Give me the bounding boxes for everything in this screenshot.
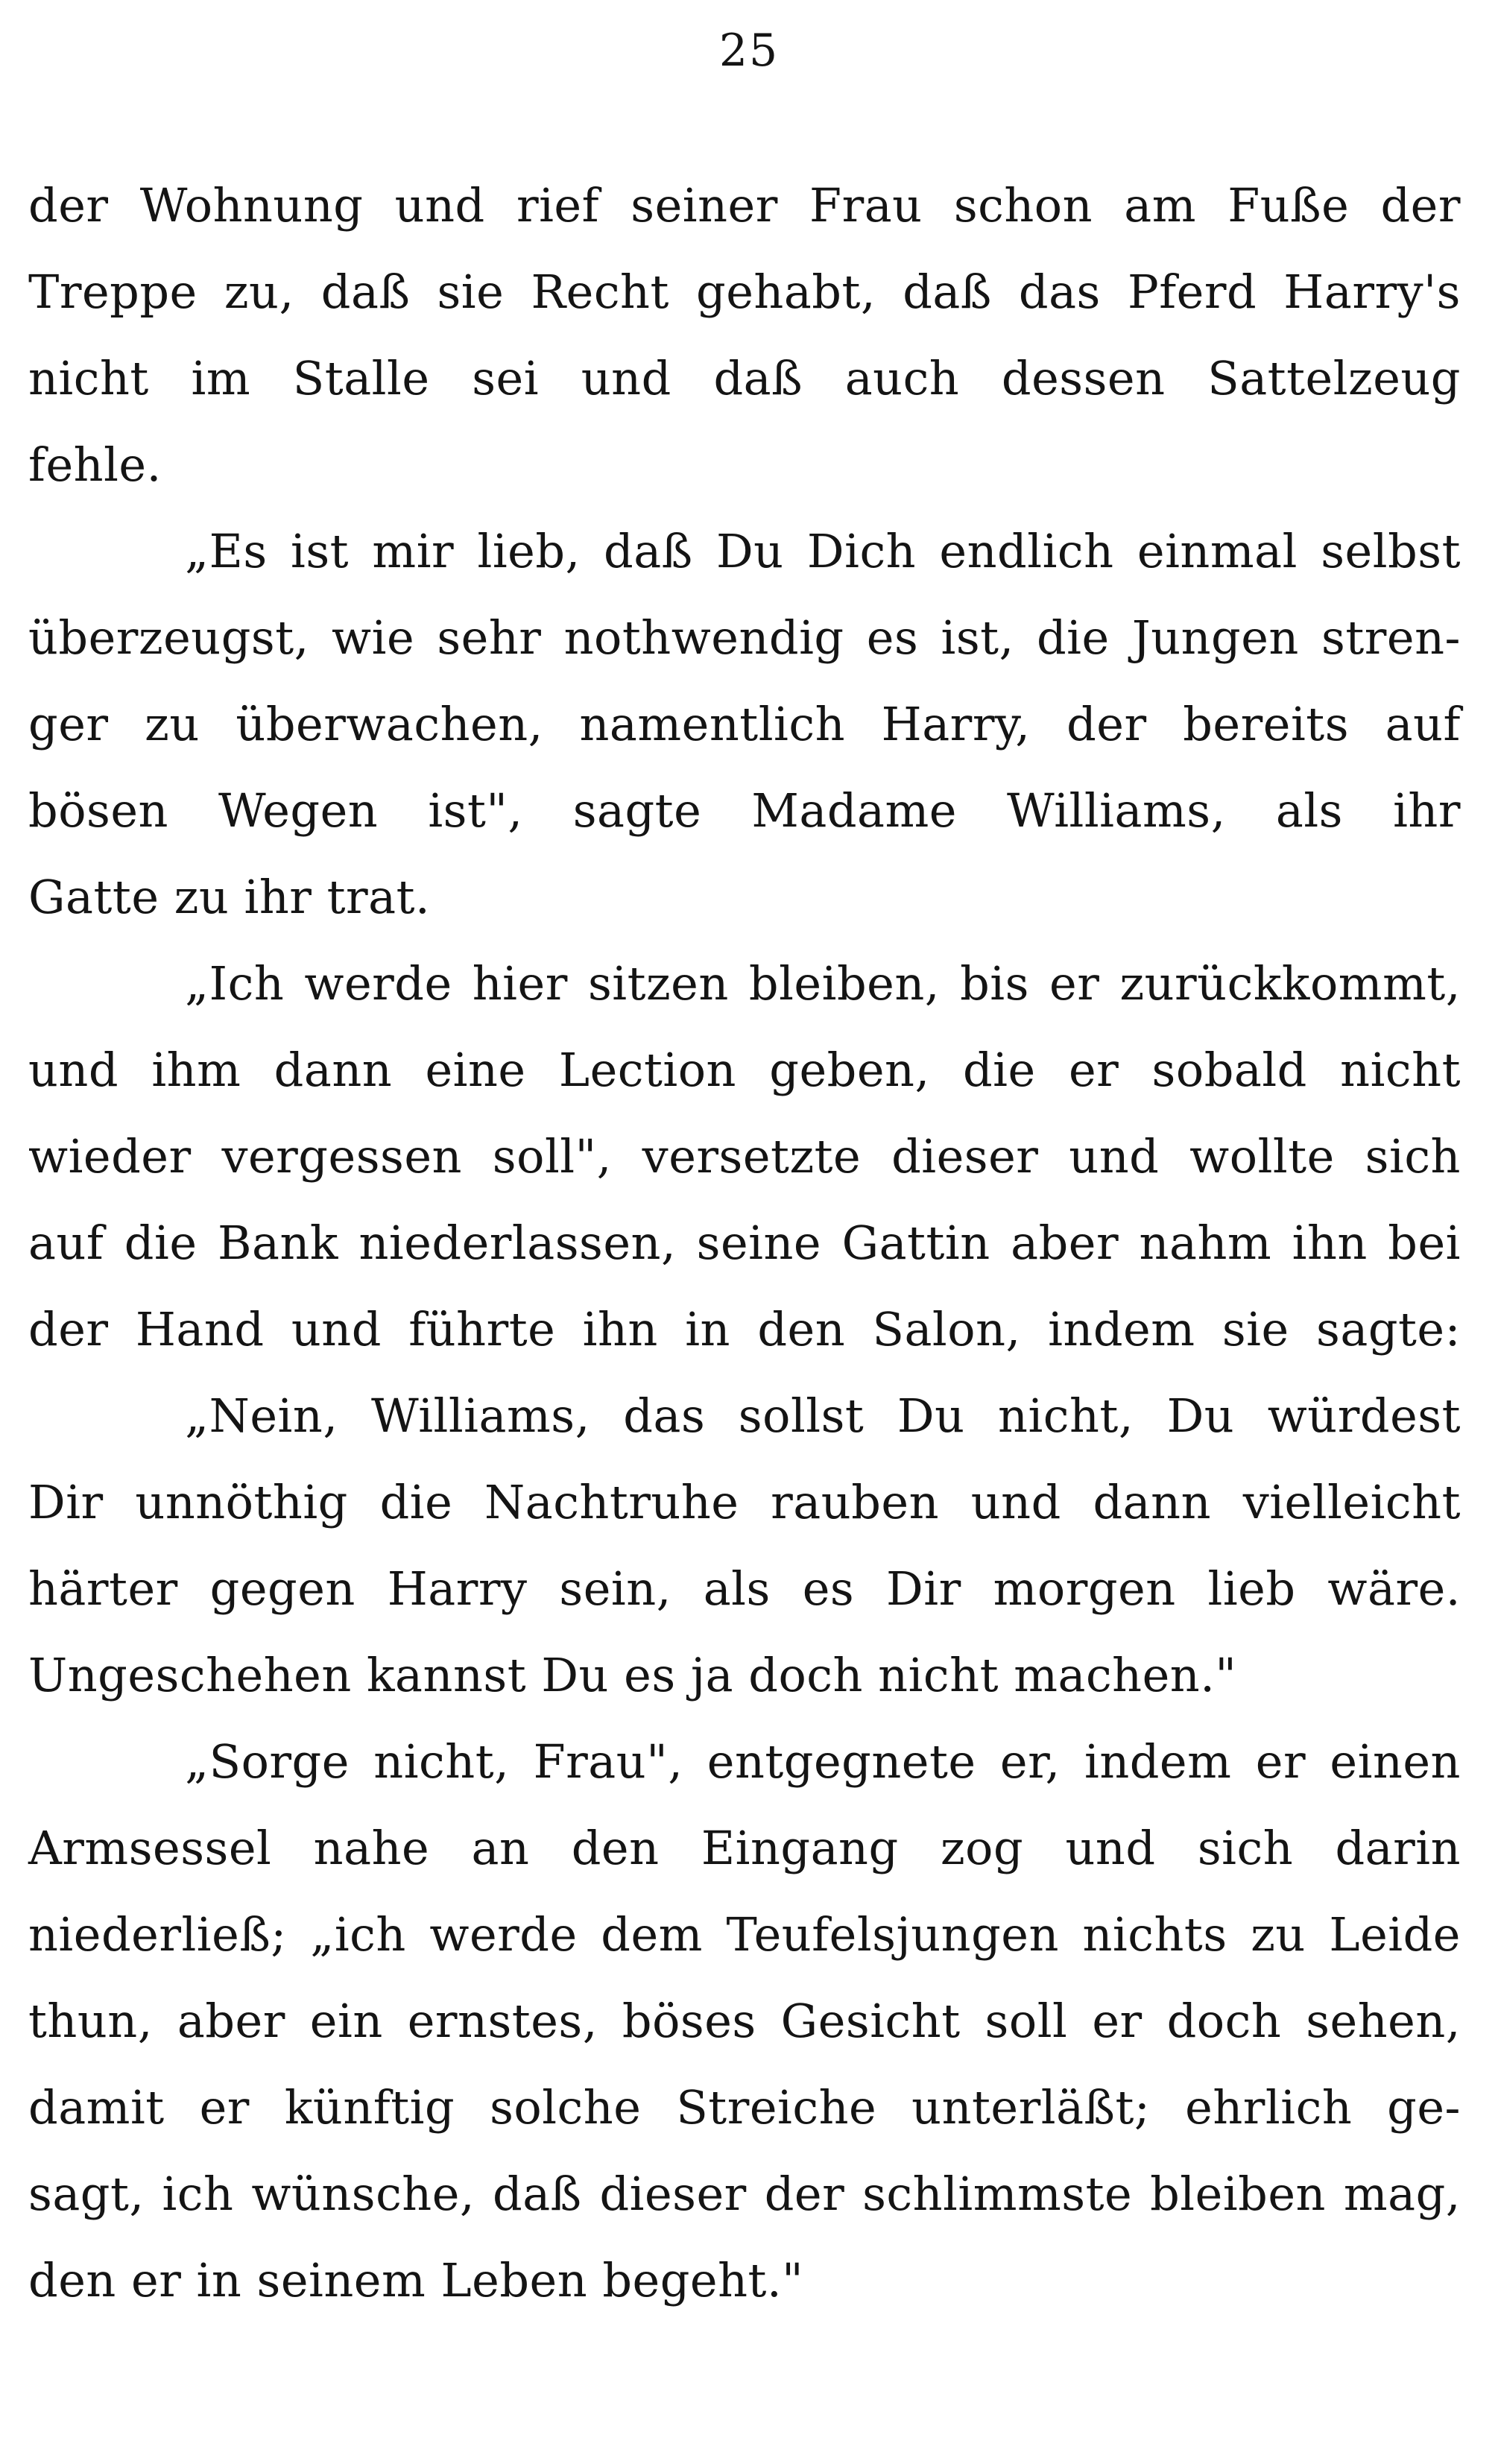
text-line: Treppe zu, daß sie Recht gehabt, daß das Pferd Harry's bbox=[28, 265, 1461, 319]
text-line: den er in seinem Leben begeht." bbox=[28, 2253, 804, 2307]
text-line: Ungeschehen kannst Du es ja doch nicht machen." bbox=[28, 1648, 1237, 1702]
text-line: sagt, ich wünsche, daß dieser der schlimmste bleiben mag, bbox=[28, 2167, 1461, 2221]
text-line: Gatte zu ihr trat. bbox=[28, 870, 431, 924]
text-line: Dir unnöthig die Nachtruhe rauben und dann vielleicht bbox=[28, 1475, 1461, 1529]
text-line: „Es ist mir lieb, daß Du Dich endlich einmal selbst bbox=[185, 524, 1461, 578]
text-line: und ihm dann eine Lection geben, die er sobald nicht bbox=[28, 1043, 1461, 1097]
text-line: ger zu überwachen, namentlich Harry, der bereits auf bbox=[28, 697, 1461, 751]
text-line: „Sorge nicht, Frau", entgegnete er, indem er einen bbox=[185, 1734, 1461, 1789]
text-line: „Nein, Williams, das sollst Du nicht, Du würdest bbox=[185, 1389, 1461, 1443]
text-line: wieder vergessen soll", versetzte dieser und wollte sich bbox=[28, 1129, 1461, 1184]
text-line: der Hand und führte ihn in den Salon, indem sie sagte: bbox=[28, 1302, 1461, 1356]
text-line: härter gegen Harry sein, als es Dir morgen lieb wäre. bbox=[28, 1561, 1461, 1616]
text-line: niederließ; „ich werde dem Teufelsjungen nichts zu Leide bbox=[28, 1907, 1461, 1962]
text-line: „Ich werde hier sitzen bleiben, bis er zurückkommt, bbox=[185, 956, 1461, 1011]
text-line: Armsessel nahe an den Eingang zog und sich darin bbox=[28, 1821, 1461, 1875]
text-line: überzeugst, wie sehr nothwendig es ist, die Jungen stren- bbox=[28, 610, 1461, 665]
text-line: nicht im Stalle sei und daß auch dessen Sattelzeug bbox=[28, 351, 1461, 405]
page-number: 25 bbox=[718, 25, 780, 77]
text-line: fehle. bbox=[28, 437, 162, 492]
text-line: der Wohnung und rief seiner Frau schon am Fuße der bbox=[28, 178, 1461, 233]
text-line: damit er künftig solche Streiche unterläßt; ehrlich ge- bbox=[28, 2080, 1461, 2135]
text-line: bösen Wegen ist", sagte Madame Williams, als ihr bbox=[28, 783, 1461, 838]
body-text bbox=[28, 162, 1461, 2324]
text-line: thun, aber ein ernstes, böses Gesicht soll er doch sehen, bbox=[28, 1994, 1461, 2048]
text-line: auf die Bank niederlassen, seine Gattin aber nahm ihn bei bbox=[28, 1216, 1461, 1270]
